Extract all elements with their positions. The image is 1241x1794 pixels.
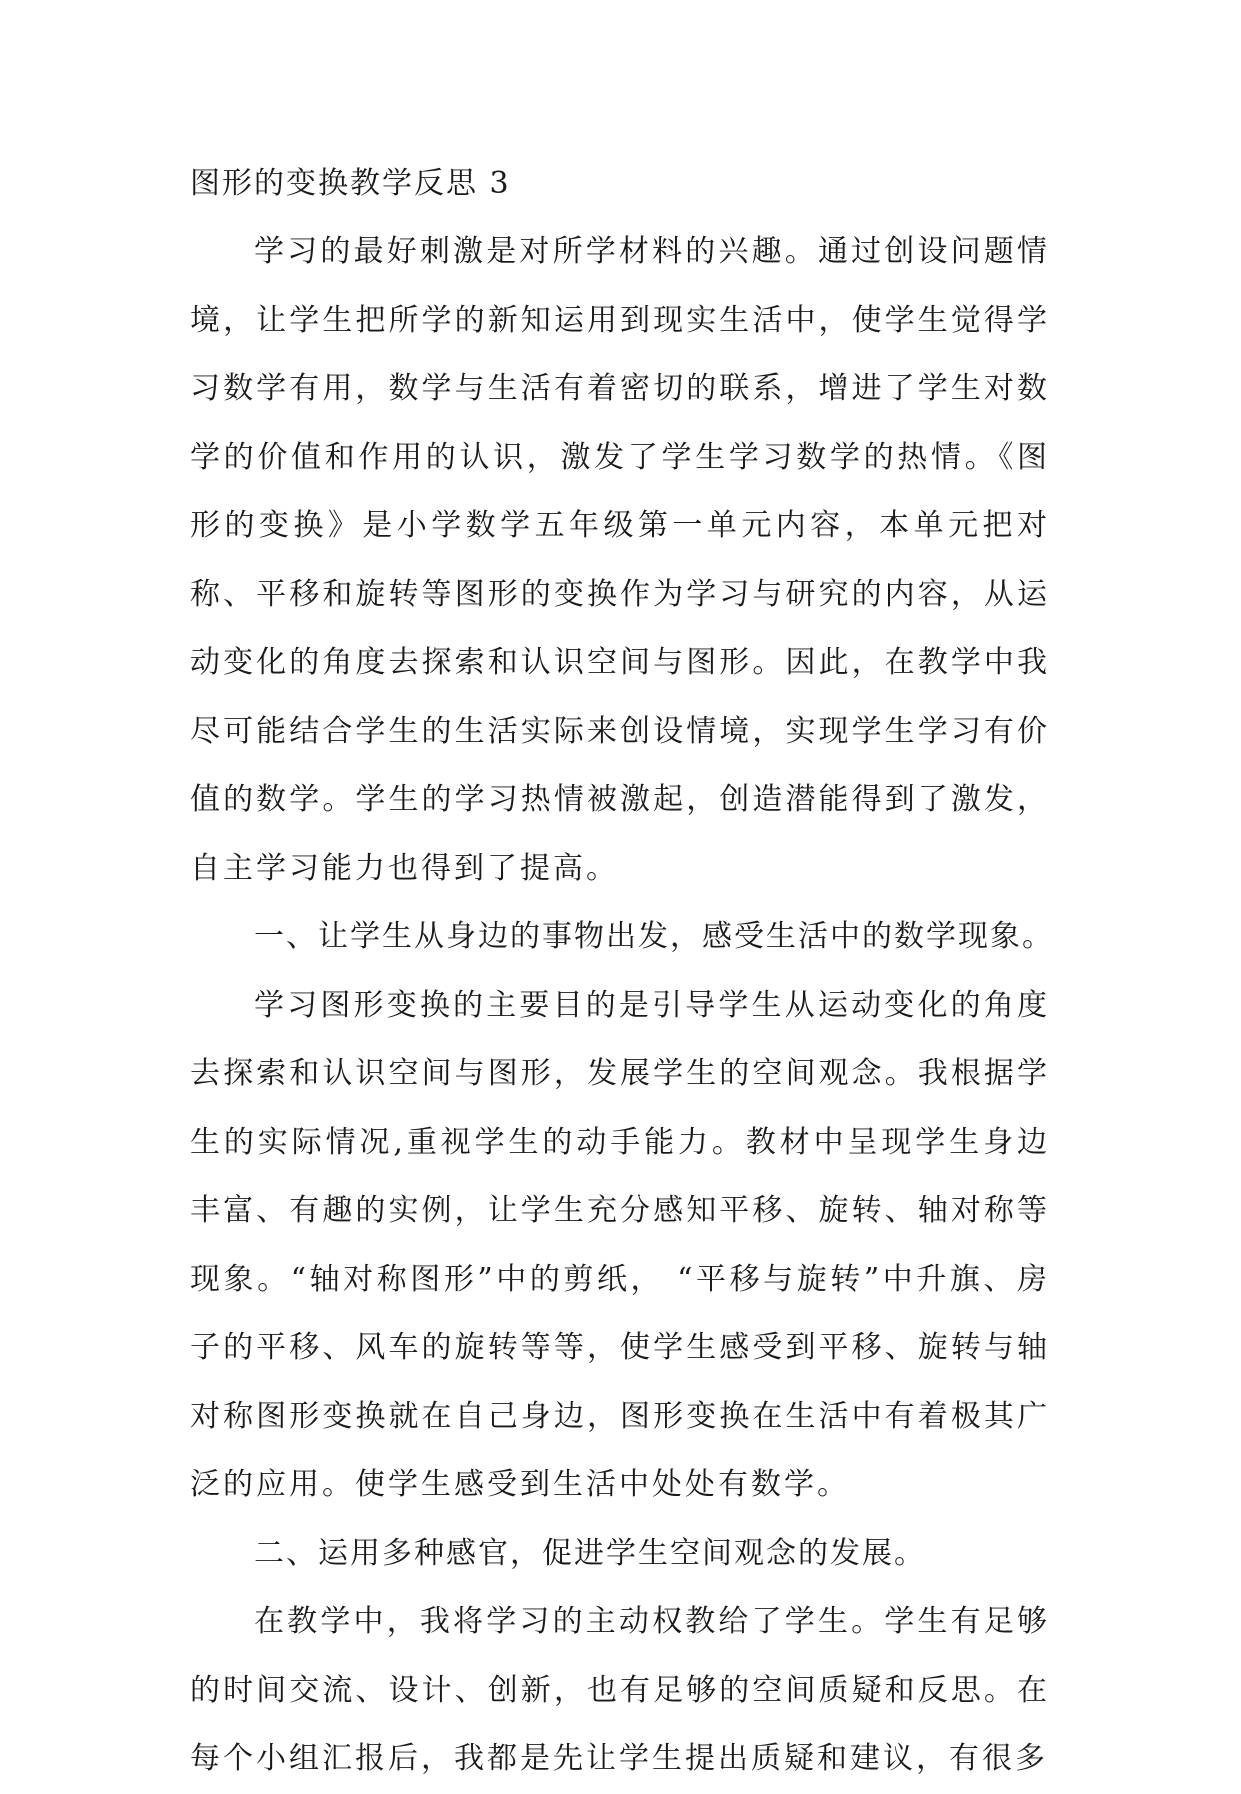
document-body xyxy=(190,150,1054,1794)
paragraph-intro: 学习的最好刺激是对所学材料的兴趣。通过创设问题情境，让学生把所学的新知运用到现实生活中，使学生觉得学习数学有用，数学与生活有着密切的联系，增进了学生对数学的价值和作用的认识，激发了学生学习数学的热情。《图形的变换》是小学数学五年级第一单元内容，本单元把对称、平移和旋转等图形的变换作为学习与研究的内容，从运动变化的角度去探索和认识空间与图形。因此，在教学中我尽可能结合学生的生活实际来创设情境，实现学生学习有价值的数学。学生的学习热情被激起，创造潜能得到了激发，自主学习能力也得到了提高。 xyxy=(190,234,1050,886)
paragraph-section-1: 学习图形变换的主要目的是引导学生从运动变化的角度去探索和认识空间与图形，发展学生的空间观念。我根据学生的实际情况,重视学生的动手能力。教材中呈现学生身边丰富、有趣的实例，让学生充分感知平移、旋转、轴对称等现象。“轴对称图形”中的剪纸， “平移与旋转”中升旗、房子的平移、风车的旋转等等，使学生感受到平移、旋转与轴对称图形变换就在自己身边，图形变换在生活中有着极其广泛的应用。使学生感受到生活中处处有数学。 xyxy=(190,987,1050,1502)
section-heading-2: 二、运用多种感官，促进学生空间观念的发展。 xyxy=(254,1535,926,1571)
section-heading-1: 一、让学生从身边的事物出发，感受生活中的数学现象。 xyxy=(254,919,1054,954)
paragraph-section-2: 在教学中，我将学习的主动权教给了学生。学生有足够的时间交流、设计、创新，也有足够的空间质疑和反思。在每个小组汇报后，我都是先让学生提出质疑和建议，有很多 xyxy=(190,1604,1050,1776)
document-title: 图形的变换教学反思 3 xyxy=(190,166,511,201)
